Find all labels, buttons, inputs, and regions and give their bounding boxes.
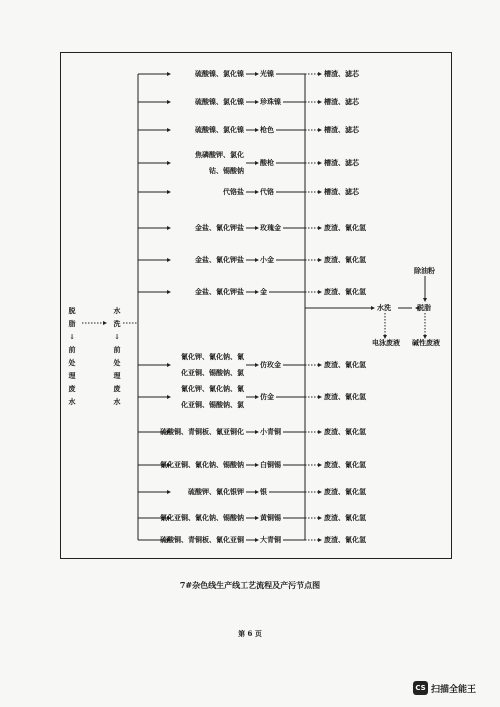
scanner-app-name: 扫描全能王 [431, 685, 477, 695]
pretreat-wash-label-char: 理 [113, 371, 121, 380]
figure-caption: 7#杂色线生产线工艺流程及产污节点图 [179, 580, 321, 590]
pollutant-outputs: 废渣、氰化氢 [324, 287, 366, 296]
branch-chemicals: 硫酸钾、氰化银钾 [188, 487, 244, 496]
to-post-wash-arrowhead [371, 306, 375, 310]
branch-feed-arrowhead [167, 490, 171, 494]
output-arrowhead [318, 395, 322, 399]
pretreat-wash-label-char: 废 [113, 384, 121, 393]
branch-chemicals: 硫酸铜、青铜板、氰亚铜化 [160, 427, 244, 436]
process-feed-arrowhead [255, 490, 259, 494]
arrowhead-degrease-to-wash [103, 321, 107, 325]
pollutant-outputs: 废渣、氰化氢 [324, 427, 366, 436]
process-feed-arrowhead [255, 72, 259, 76]
process-name: 小青铜 [260, 427, 281, 436]
process-name: 小金 [260, 255, 274, 264]
output-arrowhead [318, 516, 322, 520]
process-feed-arrowhead [255, 190, 259, 194]
branch-chemicals: 金盐、氰化钾盐 [195, 255, 244, 264]
branch-feed-arrowhead [167, 190, 171, 194]
pollutant-outputs: 废渣、氰化氢 [324, 487, 366, 496]
branch-chemicals: 金盐、氰化钾盐 [195, 287, 244, 296]
branch-feed-arrowhead [167, 290, 171, 294]
process-name: 玫瑰金 [260, 223, 281, 232]
process-feed-arrowhead [255, 226, 259, 230]
branch-chemicals: 氰化钾、氰化钠、氰 [181, 352, 244, 361]
pretreat-degrease-label-char: ↓ [69, 332, 75, 341]
pretreat-wash-label-char: 水 [113, 397, 121, 406]
pretreat-degrease-label-char: 处 [68, 358, 76, 367]
branch-feed-arrowhead [167, 72, 171, 76]
output-arrowhead [318, 161, 322, 165]
output-arrowhead [318, 72, 322, 76]
pollutant-outputs: 槽渣、滤芯 [324, 69, 359, 78]
process-feed-arrowhead [255, 463, 259, 467]
process-feed-arrowhead [255, 161, 259, 165]
branch-feed-arrowhead [167, 100, 171, 104]
process-feed-arrowhead [255, 538, 259, 542]
process-feed-arrowhead [255, 100, 259, 104]
process-feed-arrowhead [255, 290, 259, 294]
output-arrowhead [318, 463, 322, 467]
branch-chemicals: 化亚铜、锡酸钠、氯 [181, 368, 244, 377]
pretreat-wash-label-char: 前 [113, 345, 121, 354]
process-name: 珍珠镍 [260, 97, 281, 106]
degrease-agent-label: 除油粉 [414, 266, 435, 275]
branch-feed-arrowhead [167, 363, 171, 367]
pretreat-degrease-label-char: 前 [68, 345, 76, 354]
process-feed-arrowhead [255, 258, 259, 262]
post-wash-label: 水洗 [377, 303, 391, 312]
branch-feed-arrowhead [167, 395, 171, 399]
process-feed-arrowhead [255, 395, 259, 399]
process-name: 大青铜 [260, 535, 281, 544]
process-name: 黄铜锡 [260, 513, 281, 522]
pollutant-outputs: 槽渣、滤芯 [324, 97, 359, 106]
process-feed-arrowhead [255, 363, 259, 367]
process-feed-arrowhead [255, 516, 259, 520]
process-name: 代铬 [260, 187, 274, 196]
pollutant-outputs: 废渣、氰化氢 [324, 460, 366, 469]
process-name: 仿玫金 [260, 360, 281, 369]
output-arrowhead [318, 538, 322, 542]
branch-feed-arrowhead [167, 128, 171, 132]
branch-feed-arrowhead [167, 226, 171, 230]
scanner-watermark [413, 680, 499, 698]
branch-chemicals: 金盐、氰化钾盐 [195, 223, 244, 232]
page-number: 第 6 页 [238, 629, 262, 638]
branch-feed-arrowhead [167, 258, 171, 262]
process-name: 酸枪 [260, 158, 274, 167]
output-arrowhead [318, 100, 322, 104]
process-name: 光镍 [260, 69, 274, 78]
process-name: 白铜锡 [260, 460, 281, 469]
pretreat-degrease-label-char: 废 [68, 384, 76, 393]
branch-chemicals: 硫酸镍、氯化镍 [195, 125, 244, 134]
pretreat-wash-label-char: 水 [113, 306, 121, 315]
branch-chemicals: 硫酸镍、氯化镍 [195, 97, 244, 106]
degrease-waste-label: 碱性废液 [412, 338, 440, 347]
wash-waste-label: 电泳废液 [372, 338, 400, 347]
output-arrowhead [318, 258, 322, 262]
output-arrowhead [318, 363, 322, 367]
output-arrowhead [318, 490, 322, 494]
agent-to-degrease-arrowhead [423, 298, 427, 302]
pretreat-wash-label-char: ↓ [114, 332, 120, 341]
pretreat-wash-label-char: 处 [113, 358, 121, 367]
pollutant-outputs: 废渣、氰化氢 [324, 360, 366, 369]
output-arrowhead [318, 128, 322, 132]
output-arrowhead [318, 290, 322, 294]
pollutant-outputs: 槽渣、滤芯 [324, 158, 359, 167]
pollutant-outputs: 废渣、氰化氢 [324, 392, 366, 401]
pretreat-wash-label-char: 洗 [113, 319, 121, 328]
branch-chemicals: 化亚铜、锡酸钠、氯 [181, 400, 244, 409]
pretreat-degrease-label-char: 脂 [68, 319, 76, 328]
pretreat-degrease-label-char: 理 [68, 371, 76, 380]
process-name: 仿金 [260, 392, 274, 401]
output-arrowhead [318, 430, 322, 434]
post-degrease-label: 脱脂 [417, 303, 431, 312]
process-feed-arrowhead [255, 128, 259, 132]
output-arrowhead [318, 190, 322, 194]
pollutant-outputs: 废渣、氰化氢 [324, 223, 366, 232]
pollutant-outputs: 槽渣、滤芯 [324, 187, 359, 196]
pollutant-outputs: 槽渣、滤芯 [324, 125, 359, 134]
pollutant-outputs: 废渣、氰化氢 [324, 255, 366, 264]
pollutant-outputs: 废渣、氰化氢 [324, 535, 366, 544]
branch-chemicals: 代铬盐 [223, 187, 244, 196]
branch-chemicals: 硫酸镍、氯化镍 [195, 69, 244, 78]
camscanner-logo-icon: CS [413, 681, 428, 695]
branch-chemicals: 焦磷酸钾、氯化 [195, 150, 244, 159]
pretreat-degrease-label-char: 水 [68, 397, 76, 406]
branch-chemicals: 氰化亚铜、氰化钠、锡酸钠 [160, 460, 244, 469]
branch-feed-arrowhead [167, 161, 171, 165]
process-name: 金 [260, 287, 267, 296]
branch-chemicals: 钴、锡酸钠 [209, 166, 244, 175]
pollutant-outputs: 废渣、氰化氢 [324, 513, 366, 522]
branch-chemicals: 氰化亚铜、氰化钠、锡酸钠 [160, 513, 244, 522]
process-name: 枪色 [260, 125, 274, 134]
branch-chemicals: 氰化钾、氰化钠、氰 [181, 384, 244, 393]
process-name: 银 [260, 487, 267, 496]
process-feed-arrowhead [255, 430, 259, 434]
branch-chemicals: 硫酸铜、青铜板、氰化亚铜 [160, 535, 244, 544]
pretreat-degrease-label-char: 脱 [68, 306, 76, 315]
output-arrowhead [318, 226, 322, 230]
